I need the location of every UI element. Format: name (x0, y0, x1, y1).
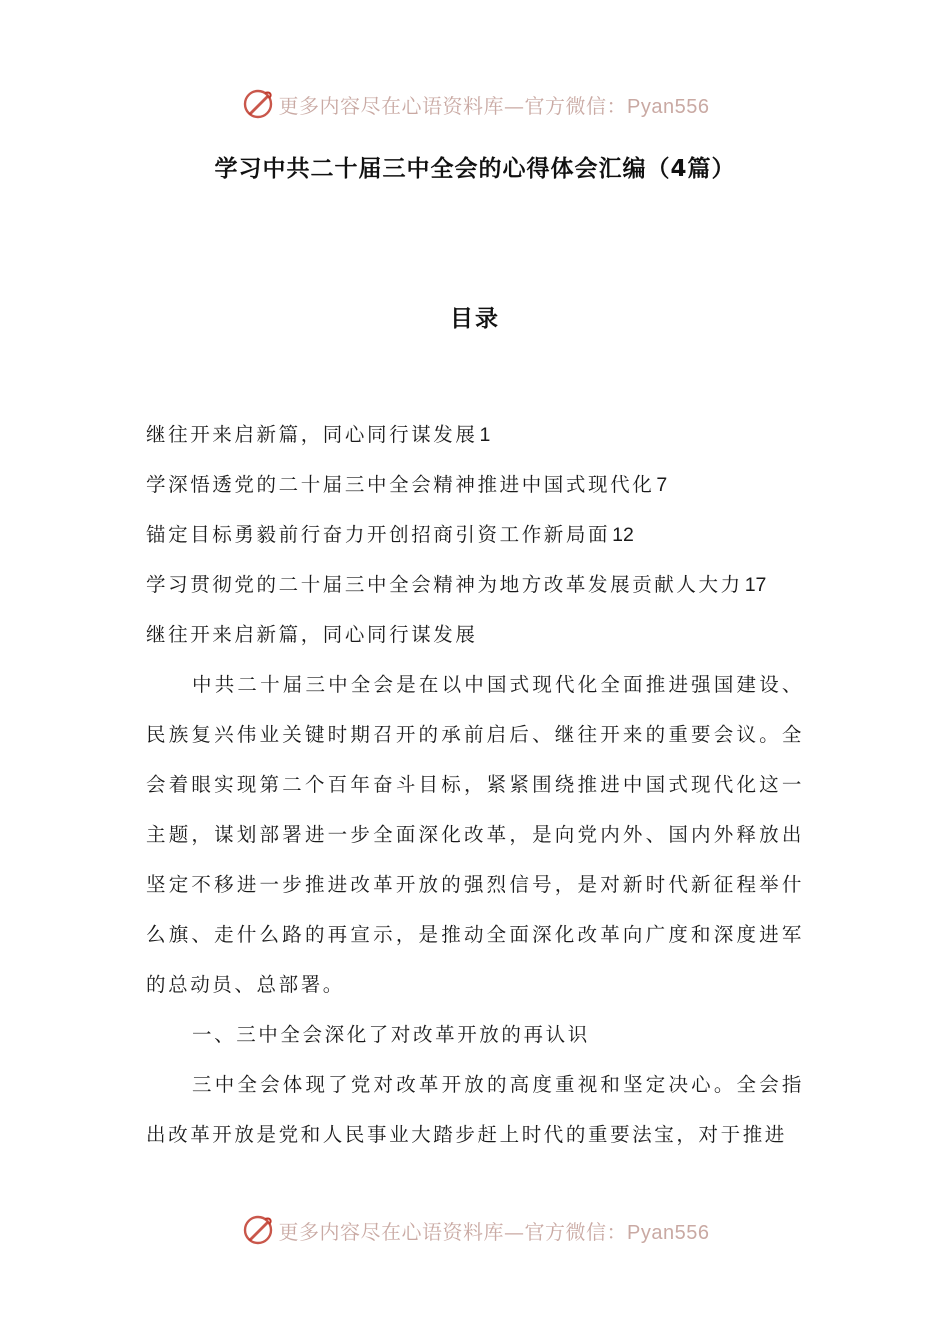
toc-item-page: 12 (612, 524, 634, 546)
watermark-text (279, 90, 710, 119)
body-paragraph: 中共二十届三中全会是在以中国式现代化全面推进强国建设、民族复兴伟业关键时期召开的承前启后、继往开来的重要会议。全会着眼实现第二个百年奋斗目标，紧紧围绕推进中国式现代化这一主题，谋划部署进一步全面深化改革，是向党内外、国内外释放出坚定不移进一步推进改革开放的强烈信号，是对新时代新征程举什么旗、走什么路的再宣示，是推动全面深化改革向广度和深度进军的总动员、总部署。 (146, 673, 804, 996)
toc-item-label: 学习贯彻党的二十届三中全会精神为地方改革发展贡献人大力 (146, 573, 743, 596)
header-watermark-banner (0, 84, 950, 124)
table-of-contents (146, 410, 804, 610)
subsection-heading: 一、三中全会深化了对改革开放的再认识 (192, 1023, 590, 1046)
quill-pen-logo-icon (241, 1213, 275, 1247)
toc-item-label: 锚定目标勇毅前行奋力开创招商引资工作新局面 (146, 523, 611, 546)
toc-item[interactable] (146, 410, 804, 460)
toc-item[interactable] (146, 510, 804, 560)
watermark-label: 更多内容尽在心语资料库—官方微信： (278, 93, 628, 118)
watermark-label: 更多内容尽在心语资料库—官方微信： (278, 1219, 628, 1244)
wechat-handle: Pyan556 (627, 1221, 710, 1244)
toc-item-page: 17 (744, 574, 767, 596)
section-title: 继往开来启新篇，同心同行谋发展 (146, 623, 478, 646)
toc-item-label: 继往开来启新篇，同心同行谋发展 (146, 423, 478, 446)
wechat-handle: Pyan556 (627, 95, 710, 118)
watermark-text (279, 1216, 710, 1245)
toc-item-page: 1 (479, 424, 491, 446)
document-title: 学习中共二十届三中全会的心得体会汇编（4篇） (214, 156, 736, 182)
footer-watermark-banner (0, 1210, 950, 1250)
toc-item-label: 学深悟透党的二十届三中全会精神推进中国式现代化 (146, 473, 655, 496)
toc-item[interactable] (146, 560, 804, 610)
document-body (146, 410, 804, 1160)
toc-heading: 目录 (450, 306, 500, 332)
quill-pen-logo-icon (241, 87, 275, 121)
toc-item[interactable] (146, 460, 804, 510)
toc-item-page: 7 (656, 474, 668, 496)
body-paragraph: 三中全会体现了党对改革开放的高度重视和坚定决心。全会指出改革开放是党和人民事业大踏步赶上时代的重要法宝，对于推进 (146, 1073, 804, 1146)
